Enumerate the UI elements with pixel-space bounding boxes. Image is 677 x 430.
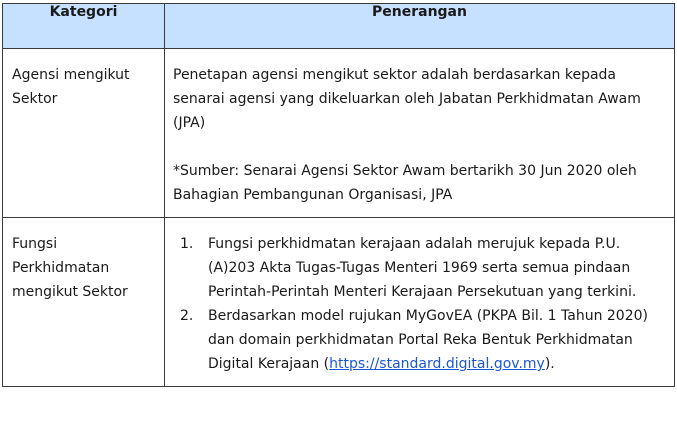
numbered-list — [173, 232, 666, 376]
header-penerangan: Penerangan — [165, 4, 675, 49]
description-text: Penetapan agensi mengikut sektor adalah berdasarkan kepada senarai agensi yang dikeluarkan oleh Jabatan Perkhidmatan Awam (JPA) — [173, 67, 641, 131]
source-note: *Sumber: Senarai Agensi Sektor Awam bertarikh 30 Jun 2020 oleh Bahagian Pembangunan Organisasi, JPA — [173, 163, 637, 203]
list-item-text: Fungsi perkhidmatan kerajaan adalah merujuk kepada P.U.(A)203 Akta Tugas-Tugas Menteri 1969 serta semua pindaan Perintah-Perintah Menteri Kerajaan Persekutuan yang terkini. — [208, 236, 637, 300]
header-kategori: Kategori — [3, 4, 165, 49]
category-cell: Fungsi Perkhidmatan mengikut Sektor — [3, 218, 165, 387]
description-cell — [165, 218, 675, 387]
list-item-text-before-link: Berdasarkan model rujukan MyGovEA (PKPA Bil. 1 Tahun 2020) dan domain perkhidmatan Portal Reka Bentuk Perkhidmatan Digital Kerajaan ( — [208, 308, 648, 372]
standard-digital-link[interactable]: https://standard.digital.gov.my — [329, 356, 545, 372]
list-number: 2. — [180, 308, 194, 324]
category-cell: Agensi mengikut Sektor — [3, 49, 165, 218]
list-item — [173, 304, 666, 376]
list-item — [173, 232, 666, 304]
description-cell — [165, 49, 675, 218]
list-item-text-after-link: ). — [544, 356, 555, 372]
table-row — [3, 218, 675, 387]
list-number: 1. — [180, 236, 194, 252]
table-row — [3, 49, 675, 218]
table-header-row — [3, 4, 675, 49]
info-table — [2, 3, 675, 387]
list-item-text — [208, 304, 666, 376]
